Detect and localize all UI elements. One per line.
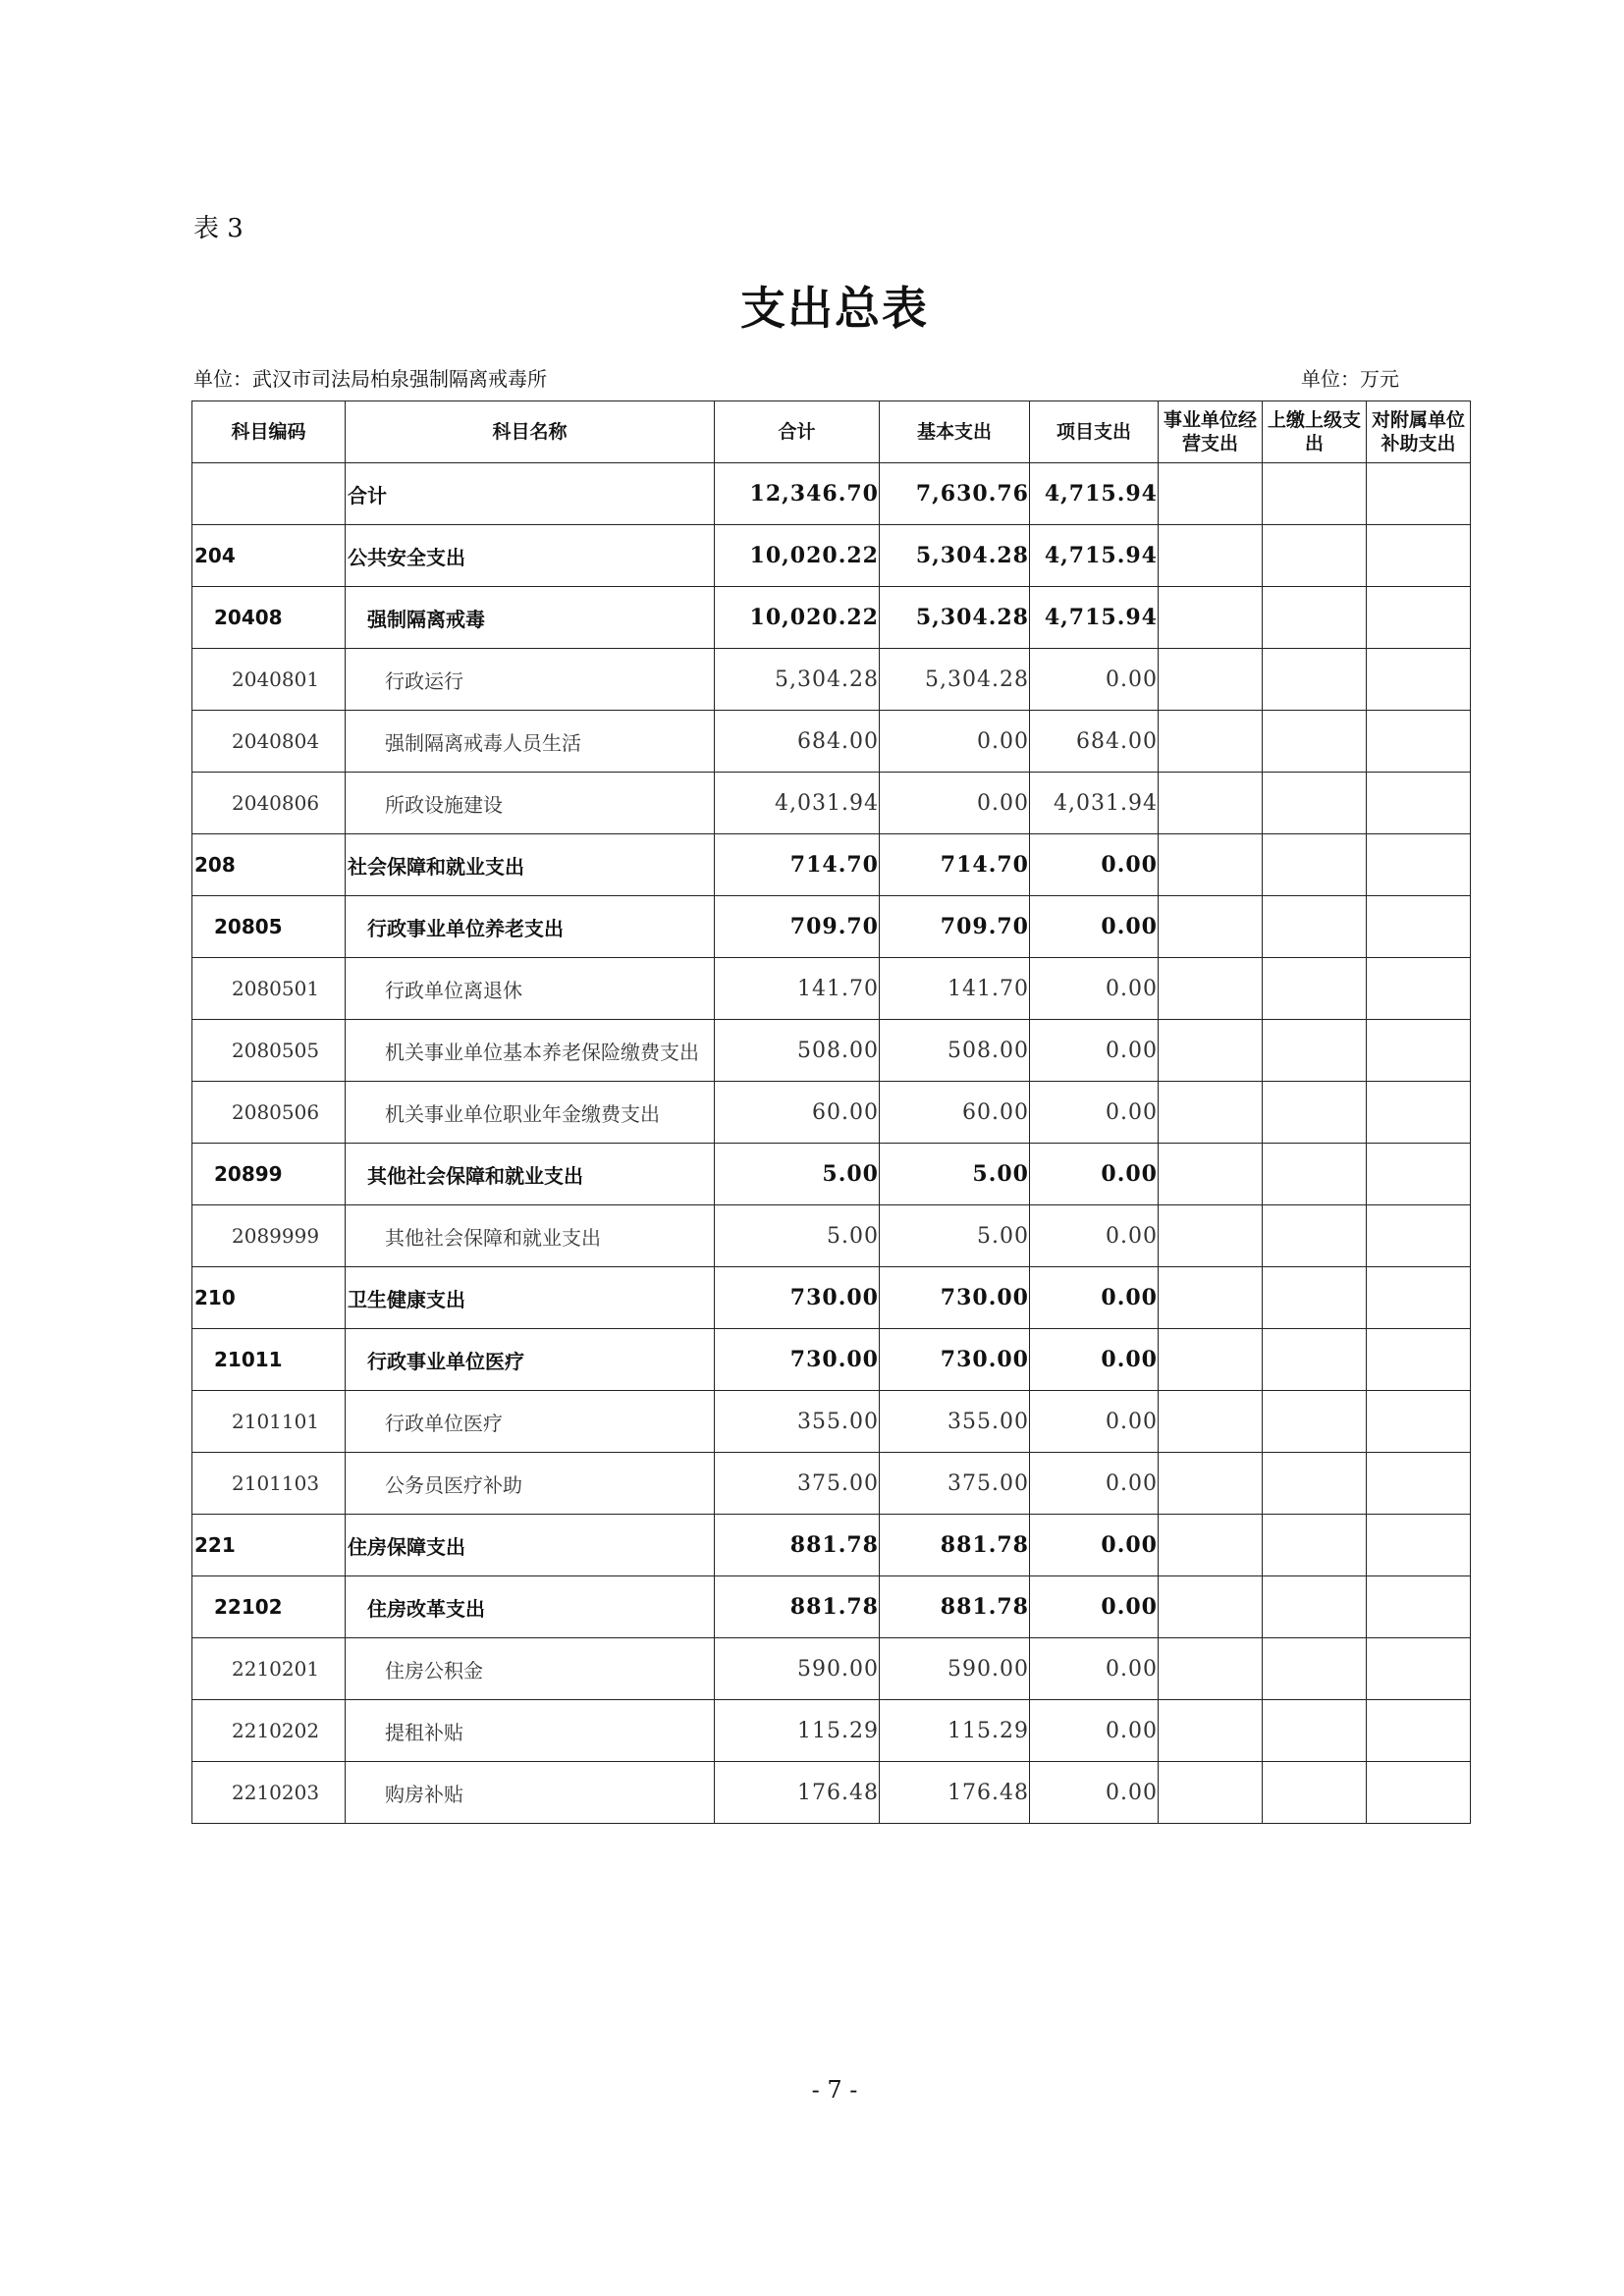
- cell-total: 730.00: [715, 1267, 880, 1329]
- cell-total: 684.00: [715, 711, 880, 773]
- expenditure-table: [191, 400, 1471, 1824]
- cell-code: 22102: [192, 1576, 346, 1638]
- cell-total: 881.78: [715, 1515, 880, 1576]
- cell-total: 881.78: [715, 1576, 880, 1638]
- cell-biz: [1159, 1638, 1263, 1700]
- table-row: [192, 773, 1471, 834]
- cell-up: [1263, 1144, 1367, 1205]
- cell-basic: 508.00: [880, 1020, 1030, 1082]
- cell-sub: [1367, 1205, 1471, 1267]
- cell-basic: 115.29: [880, 1700, 1030, 1762]
- cell-up: [1263, 896, 1367, 958]
- cell-code: 2210203: [192, 1762, 346, 1824]
- cell-biz: [1159, 711, 1263, 773]
- header-subsidy: 对附属单位补助支出: [1367, 401, 1471, 463]
- cell-project: 0.00: [1030, 1329, 1159, 1391]
- cell-code: 2080506: [192, 1082, 346, 1144]
- cell-name: 卫生健康支出: [346, 1267, 715, 1329]
- page-number: - 7 -: [811, 2076, 858, 2104]
- cell-basic: 60.00: [880, 1082, 1030, 1144]
- cell-project: 4,715.94: [1030, 525, 1159, 587]
- cell-basic: 0.00: [880, 711, 1030, 773]
- cell-up: [1263, 649, 1367, 711]
- cell-total: 355.00: [715, 1391, 880, 1453]
- cell-total: 590.00: [715, 1638, 880, 1700]
- cell-code: 221: [192, 1515, 346, 1576]
- cell-code: 2040804: [192, 711, 346, 773]
- cell-code: 2210201: [192, 1638, 346, 1700]
- cell-sub: [1367, 896, 1471, 958]
- cell-name: 强制隔离戒毒: [346, 587, 715, 649]
- cell-up: [1263, 1453, 1367, 1515]
- cell-project: 0.00: [1030, 1638, 1159, 1700]
- cell-basic: 355.00: [880, 1391, 1030, 1453]
- cell-name: 住房公积金: [346, 1638, 715, 1700]
- cell-name: 社会保障和就业支出: [346, 834, 715, 896]
- table-row: [192, 525, 1471, 587]
- cell-up: [1263, 1576, 1367, 1638]
- cell-code: 2101101: [192, 1391, 346, 1453]
- cell-sub: [1367, 1515, 1471, 1576]
- cell-project: 0.00: [1030, 896, 1159, 958]
- cell-up: [1263, 1205, 1367, 1267]
- cell-sub: [1367, 1391, 1471, 1453]
- cell-code: 2089999: [192, 1205, 346, 1267]
- cell-sub: [1367, 1576, 1471, 1638]
- cell-biz: [1159, 1329, 1263, 1391]
- cell-total: 4,031.94: [715, 773, 880, 834]
- cell-name: 行政事业单位养老支出: [346, 896, 715, 958]
- cell-basic: 176.48: [880, 1762, 1030, 1824]
- cell-total: 508.00: [715, 1020, 880, 1082]
- cell-total: 5.00: [715, 1205, 880, 1267]
- table-row: [192, 1453, 1471, 1515]
- cell-total: 10,020.22: [715, 525, 880, 587]
- cell-code: 204: [192, 525, 346, 587]
- cell-basic: 730.00: [880, 1267, 1030, 1329]
- cell-up: [1263, 834, 1367, 896]
- table-row: [192, 1391, 1471, 1453]
- cell-sub: [1367, 463, 1471, 525]
- cell-biz: [1159, 1700, 1263, 1762]
- cell-biz: [1159, 1515, 1263, 1576]
- cell-up: [1263, 711, 1367, 773]
- table-row: [192, 1144, 1471, 1205]
- cell-project: 0.00: [1030, 1205, 1159, 1267]
- cell-biz: [1159, 834, 1263, 896]
- cell-up: [1263, 1267, 1367, 1329]
- cell-project: 0.00: [1030, 649, 1159, 711]
- cell-sub: [1367, 1762, 1471, 1824]
- cell-code: 2101103: [192, 1453, 346, 1515]
- table-row: [192, 1205, 1471, 1267]
- cell-code: [192, 463, 346, 525]
- cell-sub: [1367, 1144, 1471, 1205]
- cell-biz: [1159, 773, 1263, 834]
- cell-biz: [1159, 1453, 1263, 1515]
- cell-project: 0.00: [1030, 1391, 1159, 1453]
- cell-project: 0.00: [1030, 958, 1159, 1020]
- cell-name: 公务员医疗补助: [346, 1453, 715, 1515]
- cell-code: 208: [192, 834, 346, 896]
- table-row: [192, 958, 1471, 1020]
- cell-biz: [1159, 1267, 1263, 1329]
- table-row: [192, 896, 1471, 958]
- cell-up: [1263, 587, 1367, 649]
- cell-name: 其他社会保障和就业支出: [346, 1144, 715, 1205]
- cell-up: [1263, 958, 1367, 1020]
- cell-total: 730.00: [715, 1329, 880, 1391]
- reporting-unit: 单位：武汉市司法局柏泉强制隔离戒毒所: [193, 367, 547, 391]
- header-code: 科目编码: [192, 401, 346, 463]
- cell-sub: [1367, 1020, 1471, 1082]
- cell-sub: [1367, 587, 1471, 649]
- cell-basic: 7,630.76: [880, 463, 1030, 525]
- table-row: [192, 1762, 1471, 1824]
- cell-project: 0.00: [1030, 1453, 1159, 1515]
- table-row: [192, 649, 1471, 711]
- table-number: 表 3: [193, 214, 244, 243]
- table-row: [192, 1020, 1471, 1082]
- cell-total: 5,304.28: [715, 649, 880, 711]
- cell-biz: [1159, 525, 1263, 587]
- cell-name: 机关事业单位基本养老保险缴费支出: [346, 1020, 715, 1082]
- cell-basic: 590.00: [880, 1638, 1030, 1700]
- cell-biz: [1159, 1144, 1263, 1205]
- cell-up: [1263, 525, 1367, 587]
- cell-name: 机关事业单位职业年金缴费支出: [346, 1082, 715, 1144]
- cell-sub: [1367, 958, 1471, 1020]
- cell-code: 20805: [192, 896, 346, 958]
- table-row: [192, 1700, 1471, 1762]
- cell-basic: 141.70: [880, 958, 1030, 1020]
- cell-sub: [1367, 711, 1471, 773]
- cell-code: 21011: [192, 1329, 346, 1391]
- cell-biz: [1159, 1576, 1263, 1638]
- cell-sub: [1367, 649, 1471, 711]
- cell-name: 合计: [346, 463, 715, 525]
- cell-up: [1263, 1020, 1367, 1082]
- table-header-row: [192, 401, 1471, 463]
- cell-total: 375.00: [715, 1453, 880, 1515]
- cell-total: 709.70: [715, 896, 880, 958]
- cell-biz: [1159, 1762, 1263, 1824]
- cell-name: 住房改革支出: [346, 1576, 715, 1638]
- cell-total: 714.70: [715, 834, 880, 896]
- cell-total: 115.29: [715, 1700, 880, 1762]
- page-title: 支出总表: [740, 282, 929, 335]
- cell-sub: [1367, 1638, 1471, 1700]
- cell-basic: 730.00: [880, 1329, 1030, 1391]
- header-project: 项目支出: [1030, 401, 1159, 463]
- header-upper: 上缴上级支出: [1263, 401, 1367, 463]
- cell-code: 2080505: [192, 1020, 346, 1082]
- cell-basic: 881.78: [880, 1576, 1030, 1638]
- cell-biz: [1159, 958, 1263, 1020]
- header-total: 合计: [715, 401, 880, 463]
- cell-basic: 881.78: [880, 1515, 1030, 1576]
- table-row: [192, 1638, 1471, 1700]
- cell-name: 行政事业单位医疗: [346, 1329, 715, 1391]
- table-row: [192, 1515, 1471, 1576]
- cell-biz: [1159, 463, 1263, 525]
- cell-project: 0.00: [1030, 1144, 1159, 1205]
- cell-basic: 714.70: [880, 834, 1030, 896]
- cell-name: 其他社会保障和就业支出: [346, 1205, 715, 1267]
- cell-project: 4,715.94: [1030, 463, 1159, 525]
- header-basic: 基本支出: [880, 401, 1030, 463]
- cell-sub: [1367, 1453, 1471, 1515]
- table-row: [192, 834, 1471, 896]
- cell-project: 0.00: [1030, 1020, 1159, 1082]
- cell-sub: [1367, 1329, 1471, 1391]
- cell-sub: [1367, 1267, 1471, 1329]
- cell-sub: [1367, 525, 1471, 587]
- cell-sub: [1367, 1082, 1471, 1144]
- cell-total: 60.00: [715, 1082, 880, 1144]
- cell-project: 684.00: [1030, 711, 1159, 773]
- cell-name: 购房补贴: [346, 1762, 715, 1824]
- cell-code: 2040801: [192, 649, 346, 711]
- table-row: [192, 1082, 1471, 1144]
- cell-code: 2210202: [192, 1700, 346, 1762]
- cell-total: 5.00: [715, 1144, 880, 1205]
- cell-biz: [1159, 1020, 1263, 1082]
- cell-up: [1263, 1515, 1367, 1576]
- table-row: [192, 463, 1471, 525]
- cell-biz: [1159, 1082, 1263, 1144]
- cell-biz: [1159, 896, 1263, 958]
- cell-sub: [1367, 1700, 1471, 1762]
- cell-code: 2080501: [192, 958, 346, 1020]
- header-name: 科目名称: [346, 401, 715, 463]
- cell-basic: 0.00: [880, 773, 1030, 834]
- cell-sub: [1367, 773, 1471, 834]
- cell-total: 10,020.22: [715, 587, 880, 649]
- cell-name: 行政运行: [346, 649, 715, 711]
- cell-basic: 375.00: [880, 1453, 1030, 1515]
- cell-code: 2040806: [192, 773, 346, 834]
- cell-basic: 5,304.28: [880, 525, 1030, 587]
- cell-basic: 5.00: [880, 1144, 1030, 1205]
- cell-up: [1263, 1391, 1367, 1453]
- cell-sub: [1367, 834, 1471, 896]
- cell-name: 强制隔离戒毒人员生活: [346, 711, 715, 773]
- table-row: [192, 1576, 1471, 1638]
- cell-total: 12,346.70: [715, 463, 880, 525]
- cell-name: 公共安全支出: [346, 525, 715, 587]
- cell-name: 住房保障支出: [346, 1515, 715, 1576]
- cell-project: 4,031.94: [1030, 773, 1159, 834]
- cell-name: 行政单位医疗: [346, 1391, 715, 1453]
- cell-up: [1263, 773, 1367, 834]
- cell-project: 0.00: [1030, 1700, 1159, 1762]
- cell-code: 20899: [192, 1144, 346, 1205]
- cell-project: 0.00: [1030, 1082, 1159, 1144]
- cell-total: 141.70: [715, 958, 880, 1020]
- cell-code: 210: [192, 1267, 346, 1329]
- table-row: [192, 1329, 1471, 1391]
- cell-project: 0.00: [1030, 834, 1159, 896]
- cell-name: 行政单位离退休: [346, 958, 715, 1020]
- cell-basic: 5,304.28: [880, 587, 1030, 649]
- table-row: [192, 587, 1471, 649]
- cell-project: 0.00: [1030, 1515, 1159, 1576]
- cell-total: 176.48: [715, 1762, 880, 1824]
- table-body: [192, 463, 1471, 1824]
- cell-up: [1263, 1082, 1367, 1144]
- cell-project: 4,715.94: [1030, 587, 1159, 649]
- cell-code: 20408: [192, 587, 346, 649]
- header-business: 事业单位经营支出: [1159, 401, 1263, 463]
- cell-up: [1263, 1700, 1367, 1762]
- cell-project: 0.00: [1030, 1762, 1159, 1824]
- cell-up: [1263, 463, 1367, 525]
- currency-unit: 单位：万元: [1301, 367, 1399, 391]
- cell-up: [1263, 1329, 1367, 1391]
- cell-name: 所政设施建设: [346, 773, 715, 834]
- table-row: [192, 711, 1471, 773]
- cell-biz: [1159, 1205, 1263, 1267]
- table-row: [192, 1267, 1471, 1329]
- cell-name: 提租补贴: [346, 1700, 715, 1762]
- cell-basic: 5,304.28: [880, 649, 1030, 711]
- cell-biz: [1159, 649, 1263, 711]
- cell-project: 0.00: [1030, 1267, 1159, 1329]
- cell-basic: 5.00: [880, 1205, 1030, 1267]
- cell-project: 0.00: [1030, 1576, 1159, 1638]
- cell-up: [1263, 1638, 1367, 1700]
- cell-biz: [1159, 587, 1263, 649]
- cell-biz: [1159, 1391, 1263, 1453]
- cell-up: [1263, 1762, 1367, 1824]
- cell-basic: 709.70: [880, 896, 1030, 958]
